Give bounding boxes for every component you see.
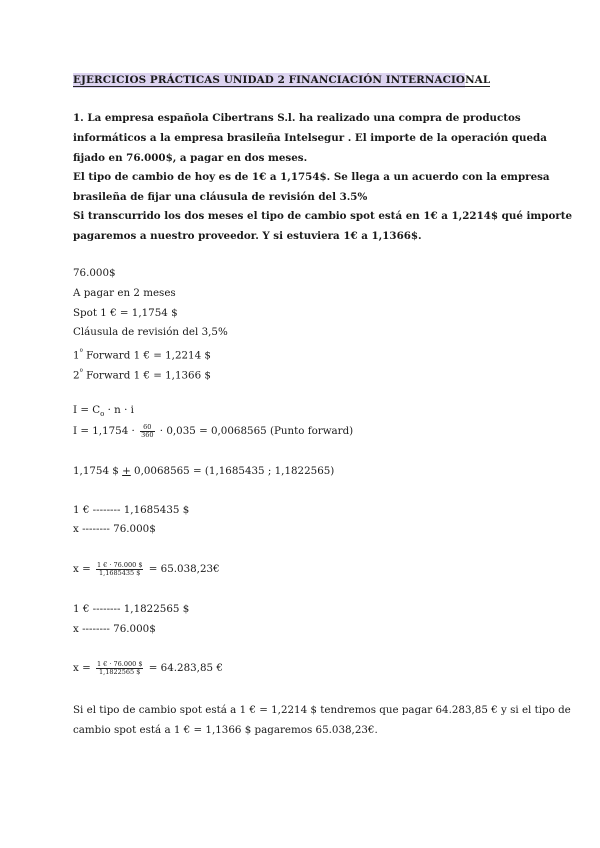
formula-interest-post: · n · i (104, 404, 134, 416)
forward-range (73, 464, 334, 478)
forward-range-pre: 1,1754 $ (73, 465, 123, 477)
data-clause: Cláusula de revisión del 3,5% (73, 326, 228, 338)
formula-forward-post: · 0,035 = 0,0068565 (Punto forward) (156, 425, 354, 437)
data-forward-2 (73, 365, 211, 382)
forward-1-ordinal-sup: º (79, 348, 83, 356)
result-1 (73, 557, 220, 581)
problem-line-2: informáticos a la empresa brasileña Intelsegur . El importe de la operación queda (73, 132, 547, 144)
problem-line-1: 1. La empresa española Cibertrans S.l. ha realizado una compra de productos (73, 112, 521, 124)
plus-minus-sign: + (122, 465, 131, 477)
forward-2-ordinal: 2 (73, 369, 80, 382)
result-2-post: = 64.283,85 € (145, 662, 223, 674)
result-1-post: = 65.038,23€ (145, 563, 220, 575)
forward-2-text: Forward 1 € = 1,1366 $ (82, 369, 211, 382)
formula-interest-sub: o (100, 410, 105, 419)
data-term: A pagar en 2 meses (73, 287, 176, 299)
problem-line-3: fijado en 76.000$, a pagar en dos meses. (73, 152, 308, 164)
formula-forward-point (73, 420, 353, 442)
result-2 (73, 656, 223, 680)
document-title-text: EJERCICIOS PRÁCTICAS UNIDAD 2 FINANCIACIÓN INTERNACIONAL (73, 74, 491, 86)
data-spot: Spot 1 € = 1,1754 $ (73, 307, 178, 319)
formula-forward-denominator: 360 (141, 430, 154, 439)
formula-forward-numerator: 60 (140, 424, 154, 432)
rule-of-three-2-line-2: x -------- 76.000$ (73, 623, 156, 635)
formula-forward-pre: I = 1,1754 · (73, 425, 139, 437)
formula-forward-fraction (140, 424, 154, 439)
data-forward-1 (73, 345, 211, 362)
rule-of-three-1-line-2: x -------- 76.000$ (73, 523, 156, 535)
conclusion-line-2: cambio spot está a 1 € = 1,1366 $ pagaremos 65.038,23€. (73, 724, 378, 736)
result-1-denominator: 1,1685435 $ (99, 568, 141, 577)
problem-line-7: pagaremos a nuestro proveedor. Y si estuviera 1€ a 1,1366$. (73, 230, 422, 242)
rule-of-three-1-line-1: 1 € -------- 1,1685435 $ (73, 504, 190, 516)
document-title (73, 73, 491, 88)
result-2-numerator: 1 € · 76.000 $ (96, 659, 143, 668)
forward-1-ordinal: 1 (73, 349, 80, 362)
forward-range-post: 0,0068565 = (1,1685435 ; 1,1822565) (130, 465, 335, 477)
data-amount: 76.000$ (73, 267, 116, 279)
problem-line-6: Si transcurrido los dos meses el tipo de cambio spot está en 1€ a 1,2214$ qué importe (73, 210, 573, 222)
result-1-pre: x = (73, 563, 94, 575)
result-2-pre: x = (73, 662, 94, 674)
result-1-numerator: 1 € · 76.000 $ (96, 560, 143, 569)
formula-interest (73, 403, 134, 421)
conclusion-line-1: Si el tipo de cambio spot está a 1 € = 1,2214 $ tendremos que pagar 64.283,85 € y si el tipo de (73, 704, 571, 716)
result-2-fraction (96, 661, 143, 676)
result-2-denominator: 1,1822565 $ (99, 667, 141, 676)
problem-line-4: El tipo de cambio de hoy es de 1€ a 1,1754$. Se llega a un acuerdo con la empresa (73, 171, 550, 183)
rule-of-three-2-line-1: 1 € -------- 1,1822565 $ (73, 603, 190, 615)
formula-interest-pre: I = C (73, 404, 101, 416)
problem-line-5: brasileña de fijar una cláusula de revisión del 3.5% (73, 191, 368, 203)
forward-1-text: Forward 1 € = 1,2214 $ (82, 349, 211, 362)
result-1-fraction (96, 562, 143, 577)
forward-2-ordinal-sup: º (79, 368, 83, 376)
